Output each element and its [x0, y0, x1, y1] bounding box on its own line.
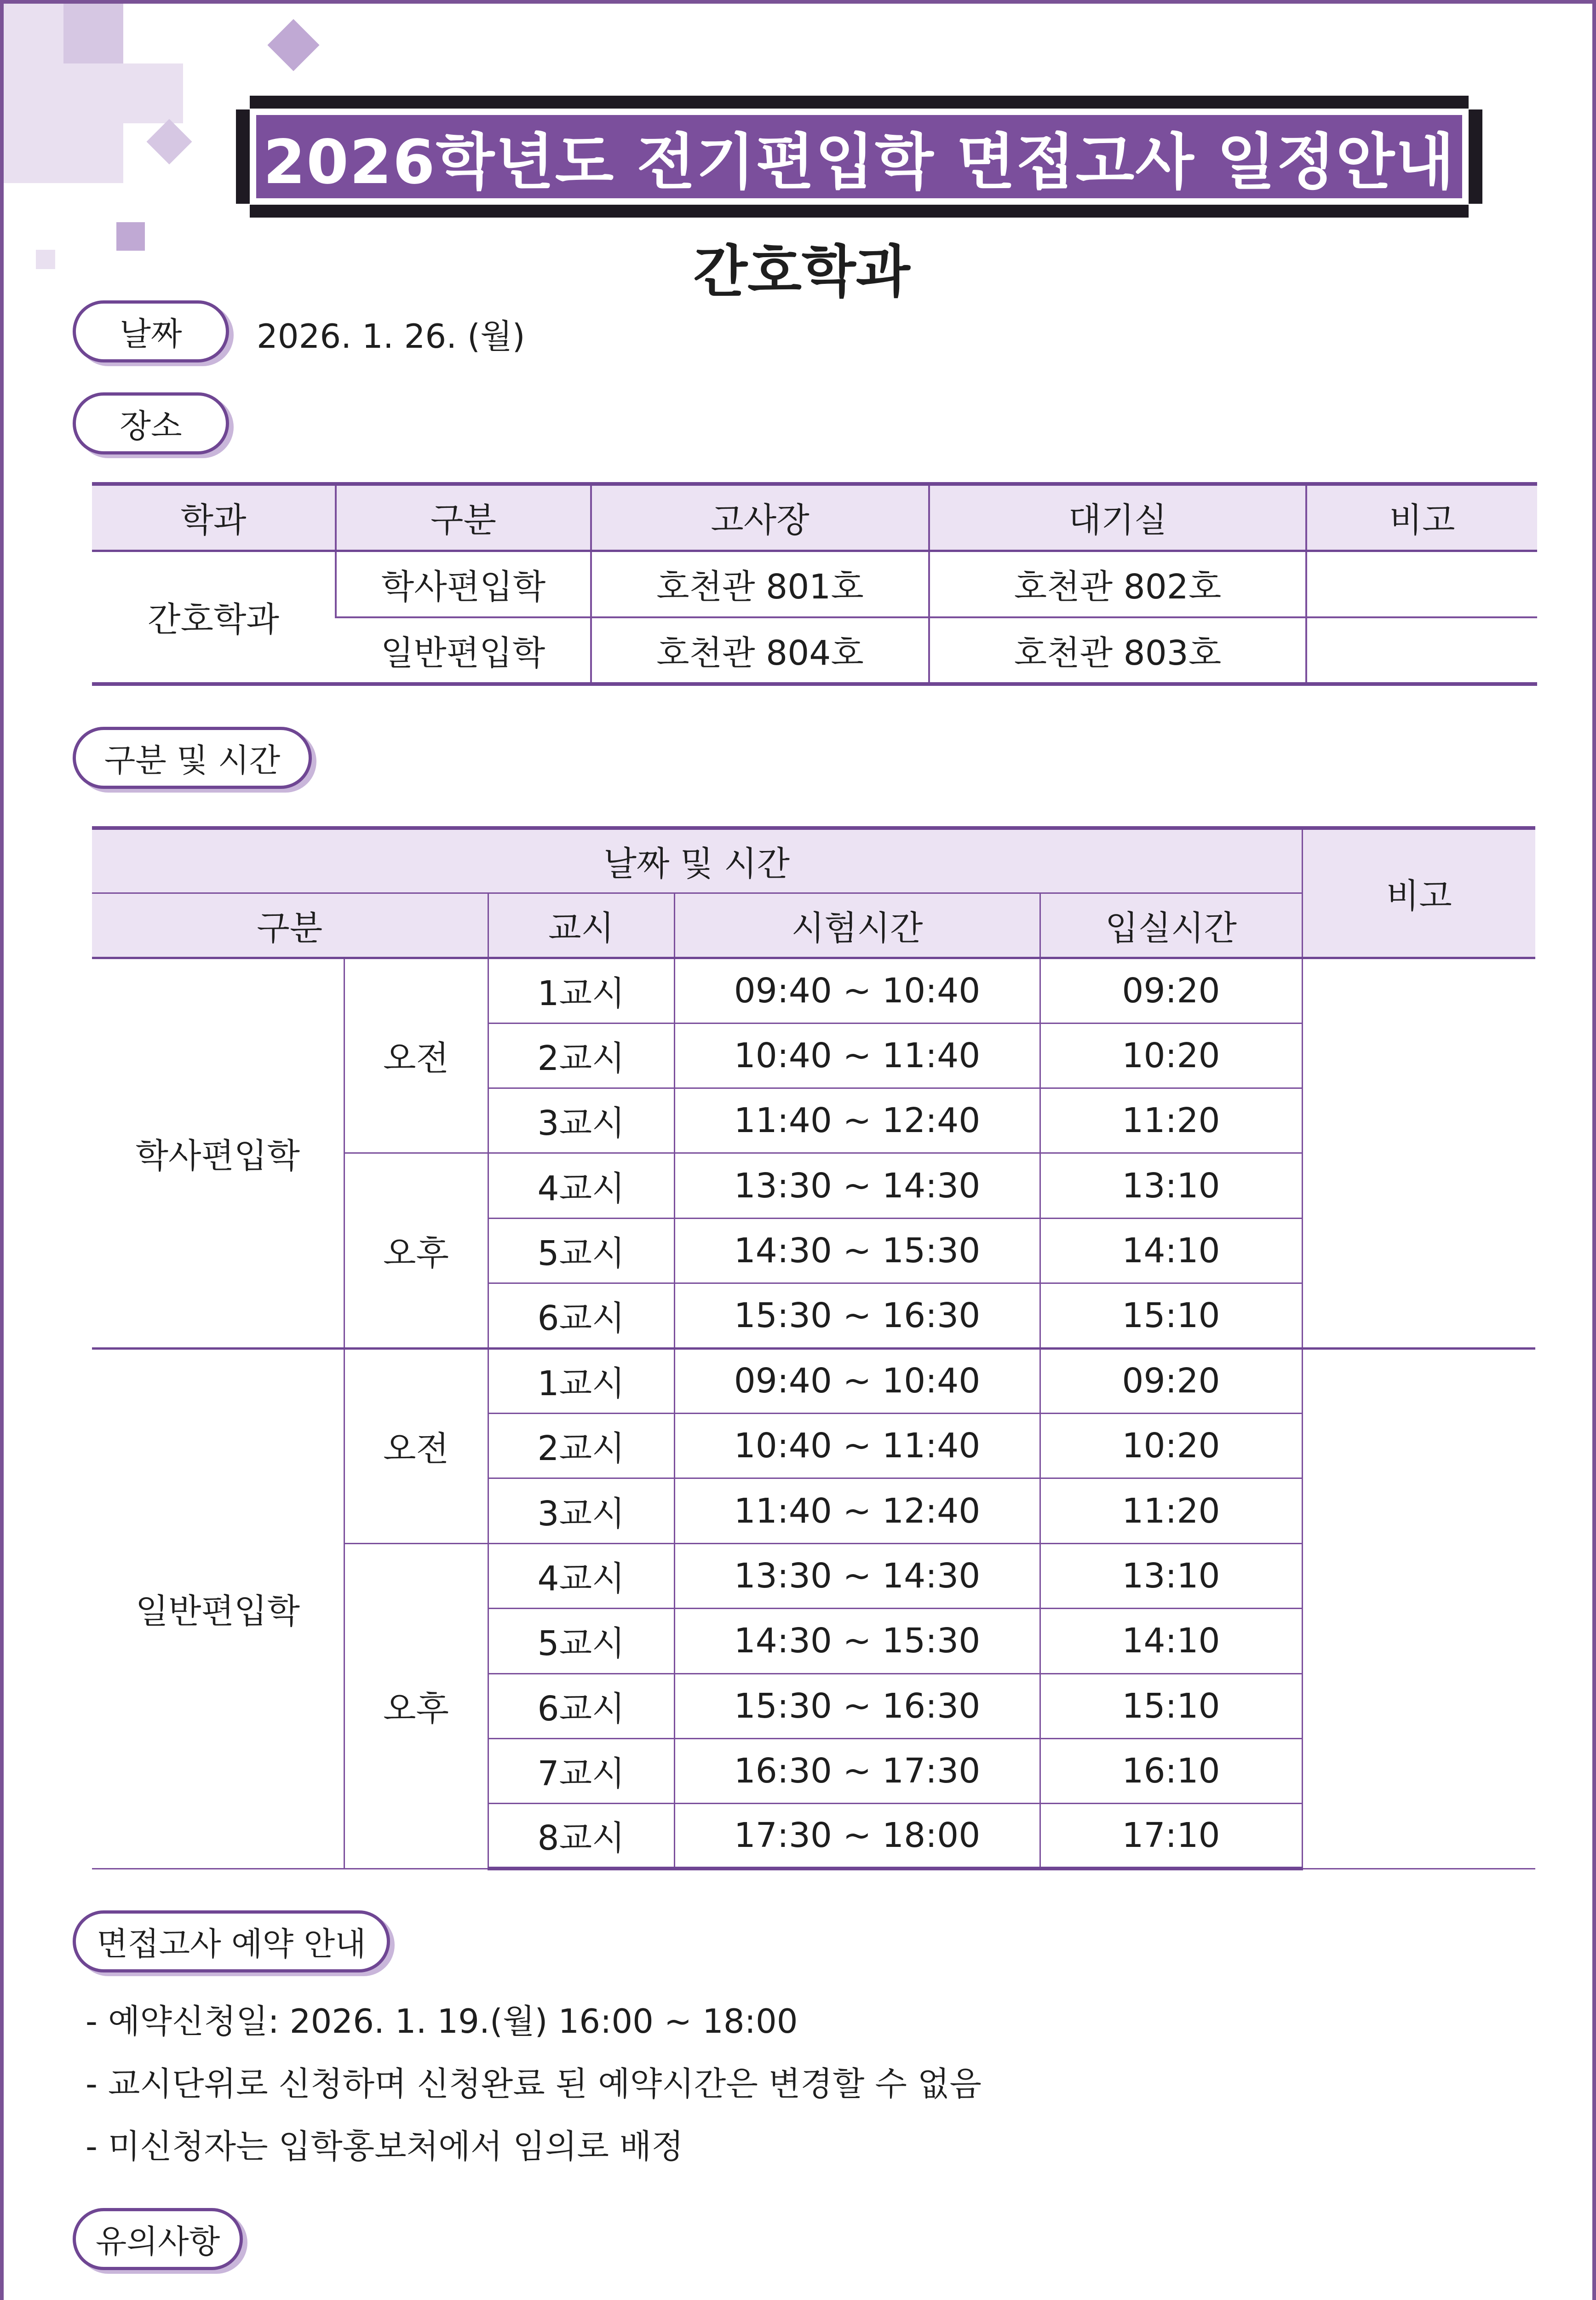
header-entry-time: 입실시간	[1040, 893, 1302, 958]
list-item: - 예약신청일: 2026. 1. 19.(월) 16:00 ~ 18:00	[86, 2002, 798, 2041]
wait-room-cell: 호천관 803호	[929, 617, 1306, 684]
page-title: 2026학년도 전기편입학 면접고사 일정안내	[263, 126, 1455, 198]
list-item: - 미신청자는 입학홍보처에서 임의로 배정	[86, 2127, 683, 2166]
deco-pixel	[4, 4, 63, 63]
title-banner	[236, 96, 1482, 218]
exam-time-cell: 09:40 ~ 10:40	[674, 1348, 1040, 1413]
exam-time-cell: 11:40 ~ 12:40	[674, 1478, 1040, 1543]
note-cell	[1302, 958, 1535, 1348]
period-cell: 1교시	[488, 958, 674, 1023]
exam-time-cell: 17:30 ~ 18:00	[674, 1804, 1040, 1869]
entry-time-cell: 09:20	[1040, 958, 1302, 1023]
reservation-list	[86, 1990, 982, 2178]
exam-time-cell: 13:30 ~ 14:30	[674, 1153, 1040, 1218]
entry-time-cell: 15:10	[1040, 1283, 1302, 1348]
period-cell: 6교시	[488, 1283, 674, 1348]
schedule-table	[92, 826, 1535, 1870]
entry-time-cell: 14:10	[1040, 1218, 1302, 1283]
group-type-cell: 학사편입학	[92, 958, 344, 1348]
banner-corner	[236, 204, 250, 218]
period-cell: 3교시	[488, 1088, 674, 1153]
period-cell: 5교시	[488, 1218, 674, 1283]
period-cell: 4교시	[488, 1543, 674, 1608]
period-cell: 3교시	[488, 1478, 674, 1543]
header-type: 구분	[92, 893, 488, 958]
entry-time-cell: 10:20	[1040, 1023, 1302, 1088]
exam-room-cell: 호천관 804호	[591, 617, 929, 684]
exam-time-cell: 14:30 ~ 15:30	[674, 1609, 1040, 1673]
date-value: 2026. 1. 26. (월)	[257, 317, 525, 356]
exam-time-cell: 14:30 ~ 15:30	[674, 1218, 1040, 1283]
ampm-cell: 오후	[344, 1543, 488, 1869]
group-type-cell: 일반편입학	[92, 1348, 344, 1869]
date-label: 날짜	[73, 300, 229, 362]
exam-time-cell: 16:30 ~ 17:30	[674, 1738, 1040, 1803]
entry-time-cell: 11:20	[1040, 1088, 1302, 1153]
header-dept: 학과	[92, 484, 336, 551]
header-exam-time: 시험시간	[674, 893, 1040, 958]
period-cell: 1교시	[488, 1348, 674, 1413]
type-cell: 학사편입학	[336, 551, 591, 617]
place-table	[92, 482, 1537, 686]
period-cell: 5교시	[488, 1609, 674, 1673]
entry-time-cell: 10:20	[1040, 1414, 1302, 1478]
deco-pixel	[63, 63, 123, 123]
exam-time-cell: 10:40 ~ 11:40	[674, 1023, 1040, 1088]
header-date-time: 날짜 및 시간	[92, 828, 1302, 893]
exam-time-cell: 15:30 ~ 16:30	[674, 1673, 1040, 1738]
list-item	[86, 2289, 1568, 2300]
note-cell	[1306, 551, 1537, 617]
period-cell: 2교시	[488, 1414, 674, 1478]
deco-pixel	[4, 123, 63, 183]
deco-pixel	[123, 63, 183, 123]
dept-cell: 간호학과	[92, 551, 336, 684]
entry-time-cell: 11:20	[1040, 1478, 1302, 1543]
schedule-label: 구분 및 시간	[73, 727, 312, 789]
exam-time-cell: 15:30 ~ 16:30	[674, 1283, 1040, 1348]
notice-label: 유의사항	[73, 2208, 243, 2270]
type-cell: 일반편입학	[336, 617, 591, 684]
exam-time-cell: 10:40 ~ 11:40	[674, 1414, 1040, 1478]
deco-pixel	[63, 123, 123, 183]
schedule-header-row	[92, 828, 1535, 893]
period-cell: 6교시	[488, 1673, 674, 1738]
deco-diamond	[267, 19, 319, 71]
period-cell: 4교시	[488, 1153, 674, 1218]
ampm-cell: 오후	[344, 1153, 488, 1348]
ampm-cell: 오전	[344, 1348, 488, 1543]
deco-pixel	[4, 63, 63, 123]
banner-corner	[1469, 204, 1482, 218]
exam-time-cell: 13:30 ~ 14:30	[674, 1543, 1040, 1608]
period-cell: 2교시	[488, 1023, 674, 1088]
deco-diamond	[147, 119, 192, 165]
ampm-cell: 오전	[344, 958, 488, 1153]
exam-time-cell: 11:40 ~ 12:40	[674, 1088, 1040, 1153]
place-table-header	[92, 484, 1537, 551]
entry-time-cell: 14:10	[1040, 1609, 1302, 1673]
header-wait-room: 대기실	[929, 484, 1306, 551]
exam-room-cell: 호천관 801호	[591, 551, 929, 617]
table-row	[92, 958, 1535, 1023]
deco-pixel	[63, 4, 123, 63]
place-label: 장소	[73, 392, 229, 454]
period-cell: 8교시	[488, 1804, 674, 1869]
header-note: 비고	[1302, 828, 1535, 958]
table-row	[92, 1348, 1535, 1413]
list-item: - 교시단위로 신청하며 신청완료 된 예약시간은 변경할 수 없음	[86, 2064, 982, 2103]
note-cell	[1306, 617, 1537, 684]
header-period: 교시	[488, 893, 674, 958]
title-banner-inner	[250, 109, 1469, 205]
entry-time-cell: 17:10	[1040, 1804, 1302, 1869]
period-cell: 7교시	[488, 1738, 674, 1803]
banner-corner	[236, 96, 250, 109]
entry-time-cell: 13:10	[1040, 1543, 1302, 1608]
entry-time-cell: 15:10	[1040, 1673, 1302, 1738]
department-title: 간호학과	[693, 239, 910, 305]
wait-room-cell: 호천관 802호	[929, 551, 1306, 617]
reservation-label: 면접고사 예약 안내	[73, 1910, 390, 1972]
banner-corner	[1469, 96, 1482, 109]
entry-time-cell: 09:20	[1040, 1348, 1302, 1413]
header-note: 비고	[1306, 484, 1537, 551]
header-type: 구분	[336, 484, 591, 551]
entry-time-cell: 13:10	[1040, 1153, 1302, 1218]
notice-list	[86, 2289, 1568, 2300]
entry-time-cell: 16:10	[1040, 1738, 1302, 1803]
note-cell	[1302, 1348, 1535, 1869]
header-exam-room: 고사장	[591, 484, 929, 551]
table-row	[92, 551, 1537, 617]
exam-time-cell: 09:40 ~ 10:40	[674, 958, 1040, 1023]
